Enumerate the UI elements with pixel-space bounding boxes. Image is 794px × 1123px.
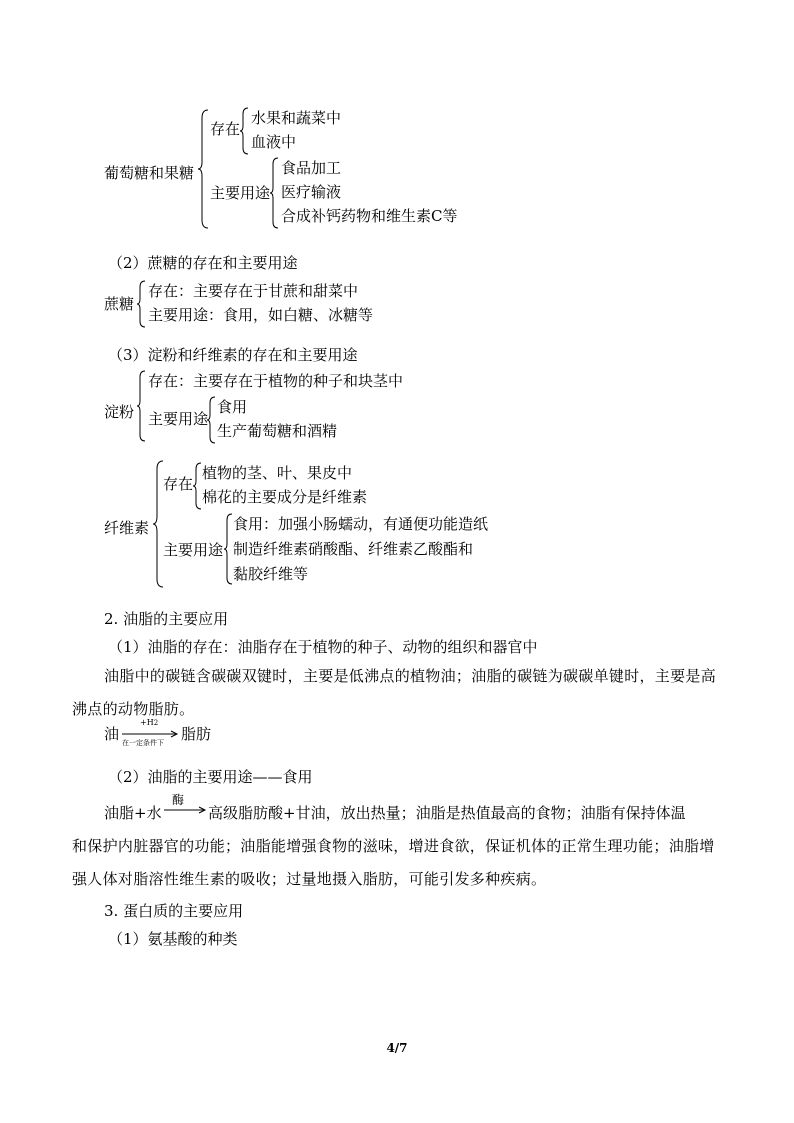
eq1-arrow bbox=[122, 730, 180, 738]
sucrose-item: 主要用途：食用，如白糖、冰糖等 bbox=[148, 306, 374, 324]
cellulose-exist-label: 存在 bbox=[163, 475, 194, 493]
starch-use-brace bbox=[207, 397, 217, 443]
cellulose-exist-item: 植物的茎、叶、果皮中 bbox=[202, 464, 353, 482]
glucose-use-label: 主要用途 bbox=[210, 184, 271, 202]
eq1-left: 油 bbox=[104, 725, 120, 743]
glucose-use-item: 医疗输液 bbox=[281, 183, 342, 201]
cellulose-label: 纤维素 bbox=[104, 519, 150, 537]
fats-paragraph-1: 油脂中的碳链含碳碳双键时，主要是低沸点的植物油；油脂的碳链为碳碳单键时，主要是高沸点的动物脂肪。 bbox=[72, 667, 717, 718]
starch-use-item: 生产葡萄糖和酒精 bbox=[217, 422, 338, 440]
cellulose-exist-item: 棉花的主要成分是纤维素 bbox=[202, 488, 368, 506]
sucrose-brace bbox=[137, 281, 147, 327]
glucose-exist-item: 血液中 bbox=[251, 133, 297, 151]
protein-section-title: 3. 蛋白质的主要应用 bbox=[104, 902, 244, 920]
fats-section-title: 2. 油脂的主要应用 bbox=[104, 610, 229, 628]
cellulose-use-item: 黏胶纤维等 bbox=[233, 565, 309, 583]
protein-heading-1: （1）氨基酸的种类 bbox=[108, 930, 238, 948]
eq2-arrow bbox=[164, 806, 208, 814]
glucose-use-item: 食品加工 bbox=[281, 159, 342, 177]
cellulose-use-item: 食用：加强小肠蠕动，有通便功能造纸 bbox=[233, 515, 489, 533]
fats-heading-2: （2）油脂的主要用途——食用 bbox=[108, 768, 313, 786]
glucose-exist-brace bbox=[240, 108, 250, 154]
starch-brace bbox=[137, 371, 147, 441]
fats-paragraph-2: 和保护内脏器官的功能；油脂能增强食物的滋味，增进食欲，保证机体的正常生理功能；油脂增强人体对脂溶性维生素的吸收；过量地摄入脂肪，可能引发多种疾病。 bbox=[72, 837, 715, 888]
page-number: 4/7 bbox=[386, 1041, 408, 1055]
glucose-use-brace bbox=[270, 158, 280, 228]
glucose-label: 葡萄糖和果糖 bbox=[104, 164, 195, 182]
starch-use-label: 主要用途 bbox=[148, 410, 209, 428]
glucose-use-item: 合成补钙药物和维生素C等 bbox=[281, 207, 458, 225]
fats-heading-1: （1）油脂的存在：油脂存在于植物的种子、动物的组织和器官中 bbox=[108, 638, 538, 656]
glucose-brace bbox=[198, 110, 210, 228]
glucose-exist-item: 水果和蔬菜中 bbox=[251, 109, 342, 127]
sucrose-label: 蔗糖 bbox=[104, 295, 135, 313]
starch-cellulose-heading: （3）淀粉和纤维素的存在和主要用途 bbox=[108, 346, 358, 364]
eq2-left: 油脂+水 bbox=[104, 804, 162, 822]
starch-exist: 存在：主要存在于植物的种子和块茎中 bbox=[148, 372, 404, 390]
cellulose-use-label: 主要用途 bbox=[163, 541, 224, 559]
eq1-below: 在一定条件下 bbox=[122, 739, 164, 747]
eq1-right: 脂肪 bbox=[181, 725, 212, 743]
eq2-rest: 高级脂肪酸+甘油，放出热量；油脂是热值最高的食物；油脂有保持体温 bbox=[208, 804, 686, 822]
glucose-exist-label: 存在 bbox=[210, 120, 241, 138]
cellulose-use-item: 制造纤维素硝酸酯、纤维素乙酸酯和 bbox=[233, 540, 474, 558]
sucrose-heading: （2）蔗糖的存在和主要用途 bbox=[108, 254, 298, 272]
starch-label: 淀粉 bbox=[104, 403, 135, 421]
sucrose-item: 存在：主要存在于甘蔗和甜菜中 bbox=[148, 282, 359, 300]
eq1-above: +H2 bbox=[140, 718, 159, 727]
eq2-above: 酶 bbox=[172, 793, 185, 807]
starch-use-item: 食用 bbox=[217, 398, 248, 416]
